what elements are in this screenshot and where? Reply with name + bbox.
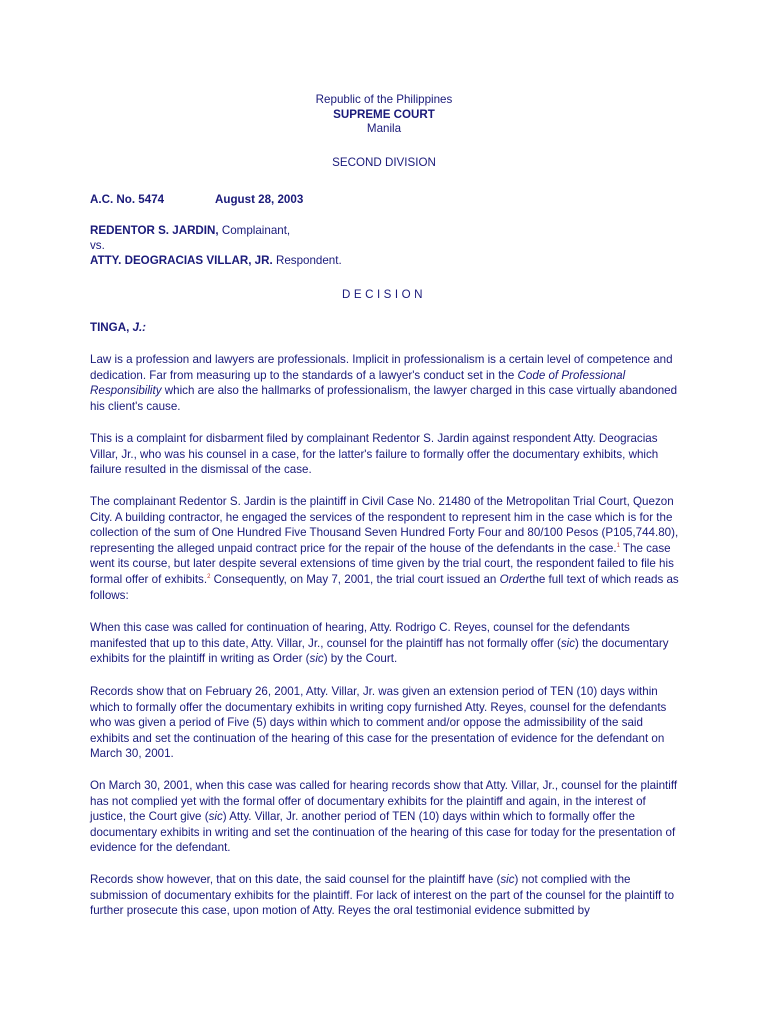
versus-line: vs. [90, 239, 105, 252]
case-number: A.C. No. 5474 [90, 193, 165, 206]
complainant-line [90, 223, 342, 238]
paragraph-7-text-a: Records show however, that on this date, the said counsel for the plaintiff have ( [90, 873, 501, 886]
paragraph-4 [90, 620, 680, 667]
paragraph-7-text-b: ) not complied with the submission of documentary exhibits for the plaintiff. For lack of interest on the part of the counsel for the plaintiff to further prosecute this case, upon motion of Atty. Reyes the oral testimonial evidence submitted by [90, 873, 675, 918]
paragraph-7 [90, 872, 680, 919]
paragraph-1-text-c: which are also the hallmarks of professionalism, the lawyer charged in this case virtually abandoned his client's cause. [90, 384, 678, 413]
paragraph-5-text: Records show that on February 26, 2001, Atty. Villar, Jr. was given an extension period of TEN (10) days within which to formally offer the documentary exhibits in writing copy furnished Atty. Reyes, counsel for the defendants who was given a period of Five (5) days within which to comment and/or oppose the admissibility of the said exhibits and set the continuation of the hearing of this case for the presentation of evidence for the defendant on March 30, 2001. [90, 685, 667, 761]
paragraph-5 [90, 684, 680, 762]
respondent-name: ATTY. DEOGRACIAS VILLAR, JR. [90, 254, 273, 267]
case-date: August 28, 2003 [215, 193, 304, 206]
paragraph-6 [90, 778, 680, 856]
paragraph-4-text-b: ) the documentary exhibits for the plaintiff in writing as Order ( [90, 636, 669, 666]
paragraph-2 [90, 431, 680, 478]
complainant-role: Complainant, [218, 224, 291, 237]
paragraph-6-text-a: On March 30, 2001, when this case was called for hearing records show that Atty. Villar, Jr., counsel for the plaintiff has not complied yet with the formal offer of documentary exhibits for the plaintiff and again, in the interest of justice, the Court give ( [90, 779, 678, 824]
republic-line: Republic of the Philippines [315, 93, 453, 106]
paragraph-3-text-e: the full text of which reads as follows: [90, 572, 679, 602]
paragraph-2-text: This is a complaint for disbarment filed by complainant Redentor S. Jardin against respondent Atty. Deogracias Villar, Jr., who was his counsel in a case, for the latter's failure to formally offer the documentary exhibits, which failure resulted in the dismissal of the case. [90, 432, 659, 477]
footnote-2-link[interactable]: 2 [207, 574, 211, 581]
footnote-1-link[interactable]: 1 [616, 542, 620, 549]
paragraph-4-text-c: ) by the Court. [323, 652, 398, 666]
court-name: SUPREME COURT [333, 107, 435, 121]
sic-mark: sic [309, 652, 324, 666]
sic-mark: sic [500, 873, 515, 886]
paragraph-6-text-b: ) Atty. Villar, Jr. another period of TEN (10) days within which to formally offer the documentary exhibits in writing and set the continuation of the hearing of this case for today for the presentation of evidence for the defendant. [90, 810, 676, 855]
paragraph-3-text-b: The case went its course, but later despite several extensions of time given by the trial court, the respondent failed to file his formal offer of exhibits. [90, 541, 674, 586]
ponente-suffix: J.: [132, 321, 147, 334]
sic-mark: sic [560, 636, 576, 650]
paragraph-1-text-a: Law is a profession and lawyers are professionals. Implicit in professionalism is a certain level of competence and dedication. Far from measuring up to the standards of a lawyer's conduct set in the [90, 353, 673, 382]
court-header [0, 93, 768, 137]
code-reference: Code of Professional Responsibility [90, 368, 626, 398]
ponente-name: TINGA, [90, 321, 133, 334]
complainant-name: REDENTOR S. JARDIN, [90, 224, 219, 237]
court-city: Manila [366, 122, 402, 135]
case-parties [90, 223, 342, 268]
decision-title: DECISION [341, 288, 427, 301]
division-title: SECOND DIVISION [332, 156, 436, 169]
case-line [90, 192, 304, 208]
paragraph-3 [90, 494, 680, 603]
sic-mark: sic [208, 810, 223, 824]
paragraph-3-text-c: Consequently, on May 7, 2001, the trial court issued an [210, 572, 500, 586]
paragraph-4-text-a: When this case was called for continuation of hearing, Atty. Rodrigo C. Reyes, counsel for the defendants manifested that up to this date, Atty. Villar, Jr., counsel for the plaintiff has not formally offer ( [90, 621, 630, 650]
ponente [90, 320, 146, 336]
order-term: Order [499, 572, 530, 586]
respondent-role: Respondent. [272, 254, 342, 267]
paragraph-1 [90, 352, 680, 414]
paragraph-3-text-a: The complainant Redentor S. Jardin is the plaintiff in Civil Case No. 21480 of the Metropolitan Trial Court, Quezon City. A building contractor, he engaged the services of the respondent to represent him in the case which is for the collection of the sum of One Hundred Five Thousand Seven Hundred Forty Four and 80/100 Pesos (P105,744.80), representing the alleged unpaid contract price for the repair of the house of the defendants in the case. [90, 495, 679, 555]
respondent-line [90, 253, 342, 268]
